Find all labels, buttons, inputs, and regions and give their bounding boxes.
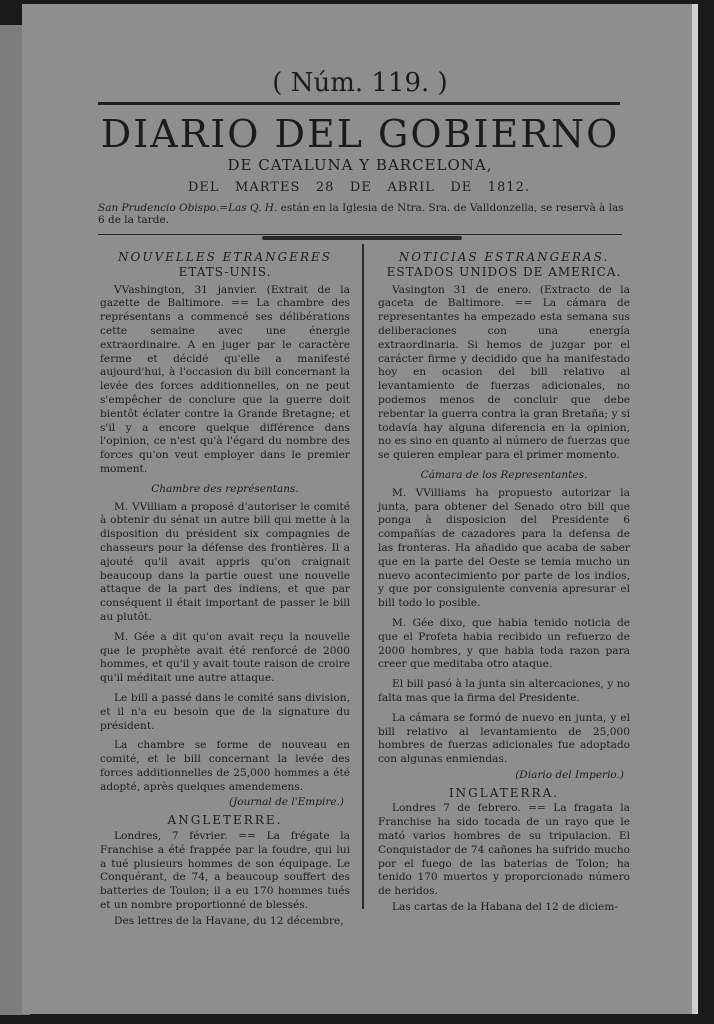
date-part: DEL (188, 180, 220, 195)
date-part: 1812. (487, 180, 530, 195)
date-part: DE (349, 180, 372, 195)
sub-heading: Chambre des représentans. (151, 482, 299, 495)
article-paragraph: VVashington, 31 janvier. (Extrait de la gazette de Baltimore. == La chambre des représentans a commencé ses délibérations cette semaine avec une énergie extraordinaire. A en juger par le caractère ferme et décidé qu'elle a manifesté aujourd'hui, à l'occasion du bill concernant la levée des forces additionnelles, on ne peut s'empêcher de conclure que la guerre doit bientôt éclater contre la Grande Bretagne; et s'il y a encore quelque différence dans l'opinion, ce n'est qu'à l'égard du nombre des forces qu'on veut employer dans le premier moment. (100, 283, 350, 475)
country-heading: ETATS-UNIS. (178, 264, 272, 279)
spanish-column (378, 249, 630, 921)
article-paragraph: Des lettres de la Havane, du 12 décembre, (114, 914, 344, 927)
article-paragraph: M. VVilliam a proposé d'autoriser le comité à obtenir du sénat un autre bill qui mette à la disposition du président six compagnies de chasseurs pour la défense des frontières. Il a ajouté qu'il avait appris qu'on craignait beaucoup dans la partie ouest une nouvelle attaque de la part des indiens, et que par conséquent il était important de passer le bill au plutôt. (100, 500, 350, 623)
country-heading: ESTADOS UNIDOS DE AMERICA. (386, 264, 622, 279)
masthead-title: DIARIO DEL GOBIERNO (100, 112, 620, 156)
article-paragraph: Las cartas de la Habana del 12 de diciem- (392, 901, 618, 914)
source-citation: (Diario del Imperio.) (515, 768, 624, 781)
issue-date (98, 180, 620, 195)
article-paragraph: La cámara se formó de nuevo en junta, y el bill relativo al levantamiento de 25,000 hombres de fuerzas adicionales fue adoptado con algunas enmiendas. (378, 711, 630, 766)
ornament-rule (262, 236, 462, 240)
saint-of-the-day (98, 202, 626, 226)
section-heading: ANGLETERRE. (167, 813, 283, 828)
date-part: DE (450, 180, 473, 195)
issue-number: ( Núm. 119. ) (272, 68, 448, 98)
article-paragraph: M. VVilliams ha propuesto autorizar la junta, para obtener del Senado otro bill que ponga à disposicion del Presidente 6 compañías de cazadores para la defensa de las fronteras. Ha añadido que acaba de saber que en la parte del Oeste se temia mucho un nuevo acontecimiento por parte de los indios, y que por consiguiente convenia apresurar el bill todo lo posible. (378, 486, 630, 610)
article-paragraph: Le bill a passé dans le comité sans division, et il n'a eu besoin que de la signature du président. (100, 691, 350, 732)
article-paragraph: La chambre se forme de nouveau en comité, et le bill concernant la levée des forces additionnelles de 25,000 hommes a été adopté, après quelques amendemens. (100, 739, 350, 793)
article-paragraph: El bill pasó à la junta sin altercaciones, y no falta mas que la firma del Presidente. (378, 678, 630, 704)
section-heading: INGLATERRA. (448, 785, 560, 800)
section-rule (98, 234, 622, 235)
column-divider (362, 244, 364, 909)
french-column (100, 249, 350, 935)
saint-lead: San Prudencio Obispo.=Las Q. H. (98, 202, 278, 214)
column-heading: NOTICIAS ESTRANGERAS. (398, 250, 610, 264)
saint-rest: están en la Iglesia de Ntra. Sra. de Valldonzella, se reservà à las 6 de la tarde. (98, 202, 624, 226)
date-part: MARTES (235, 180, 301, 195)
masthead-subtitle: DE CATALUNA Y BARCELONA, (227, 156, 493, 174)
article-paragraph: M. Gée dixo, que habia tenido noticia de que el Profeta habia recibido un refuerzo de 2000 hombres, y que habia toda razon para creer que meditaba otro ataque. (378, 616, 630, 671)
source-citation: (Journal de l'Empire.) (228, 796, 344, 809)
column-heading: NOUVELLES ETRANGERES (118, 250, 332, 264)
header-rule (98, 102, 620, 105)
article-paragraph: M. Gée a dit qu'on avait reçu la nouvelle que le prophète avait été renforcé de 2000 hommes, et qu'il y avait toute raison de croire qu'il méditait une autre attaque. (100, 630, 350, 685)
article-paragraph: Londres, 7 février. == La frégate la Franchise a été frappée par la foudre, qui lui a tué plusieurs hommes de son équipage. Le Conquérant, de 74, a beaucoup souffert des batteries de Toulon; il a eu 170 hommes tués et un nombre proportionné de blessés. (100, 830, 350, 912)
article-paragraph: Vasington 31 de enero. (Extracto de la gaceta de Baltimore. == La cámara de representantes ha empezado esta semana sus deliberaciones con una energía extraordinaria. Si hemos de juzgar por el carácter firme y decidido que ha manifestado hoy en ocasion del bill relativo al levantamiento de fuerzas adicionales, no podemos menos de concluir que debe rebentar la guerra contra la gran Bretaña; y si todavía hay alguna diferencia en la opinion, no es sino en quanto al número de fuerzas que se quieren emplear para el primer momento. (378, 283, 630, 462)
date-part: ABRIL (387, 180, 435, 195)
date-part: 28 (315, 180, 335, 195)
newspaper-page (22, 4, 698, 1014)
article-paragraph: Londres 7 de febrero. == La fragata la Franchise ha sido tocada de un rayo que le mató varios hombres de su tripulacion. El Conquistador de 74 cañones ha sufrido mucho por el fuego de las baterias de Tolon; ha tenido 170 muertos y proporcionado número de heridos. (378, 802, 630, 898)
sub-heading: Cámara de los Representantes. (420, 468, 588, 481)
